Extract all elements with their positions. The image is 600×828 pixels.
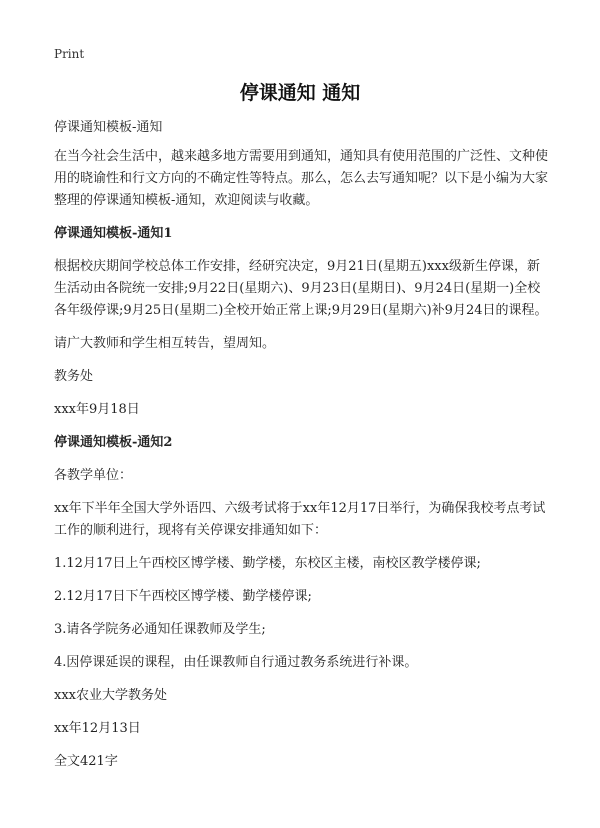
intro-paragraph: 在当今社会生活中，越来越多地方需要用到通知，通知具有使用范围的广泛性、文种使用的晓谕性和行文方向的不确定性等特点。那么，怎么去写通知呢？以下是小编为大家整理的停课通知模板-通知，欢迎阅读与收藏。 [54,149,549,208]
list-item: 2.12月17日下午西校区博学楼、勤学楼停课; [54,589,312,604]
section2-body: xx年下半年全国大学外语四、六级考试将于xx年12月17日举行，为确保我校考点考试工作的顺利进行，现将有关停课安排通知如下： [54,501,546,538]
section2-date: xx年12月13日 [54,721,141,736]
section2-heading: 停课通知模板-通知2 [54,435,173,450]
section1-heading: 停课通知模板-通知1 [54,226,173,241]
section1-date: xxx年9月18日 [54,402,140,417]
section1-notice: 请广大教师和学生相互转告，望周知。 [54,336,276,351]
section1-body: 根据校庆期间学校总体工作安排，经研究决定，9月21日(星期五)xxx级新生停课，新生活动由各院统一安排;9月22日(星期六)、9月23日(星期日)、9月24日(星期一)全校各年级停课;9月25日(星期二)全校开始正常上课;9月29日(星期六)补9月24日的课程。 [54,259,548,318]
section2-salutation: 各教学单位： [54,468,133,483]
section1-signature: 教务处 [54,369,94,384]
print-label: Print [54,47,85,61]
document-body [54,117,550,784]
word-count: 全文421字 [54,754,118,769]
list-item: 3.请各学院务必通知任课教师及学生; [54,622,266,637]
intro-label: 停课通知模板-通知 [54,120,163,135]
page-title: 停课通知 通知 [239,82,361,104]
section2-signature: xxx农业大学教务处 [54,688,167,703]
list-item: 4.因停课延误的课程，由任课教师自行通过教务系统进行补课。 [54,655,418,670]
list-item: 1.12月17日上午西校区博学楼、勤学楼，东校区主楼，南校区教学楼停课; [54,556,481,571]
